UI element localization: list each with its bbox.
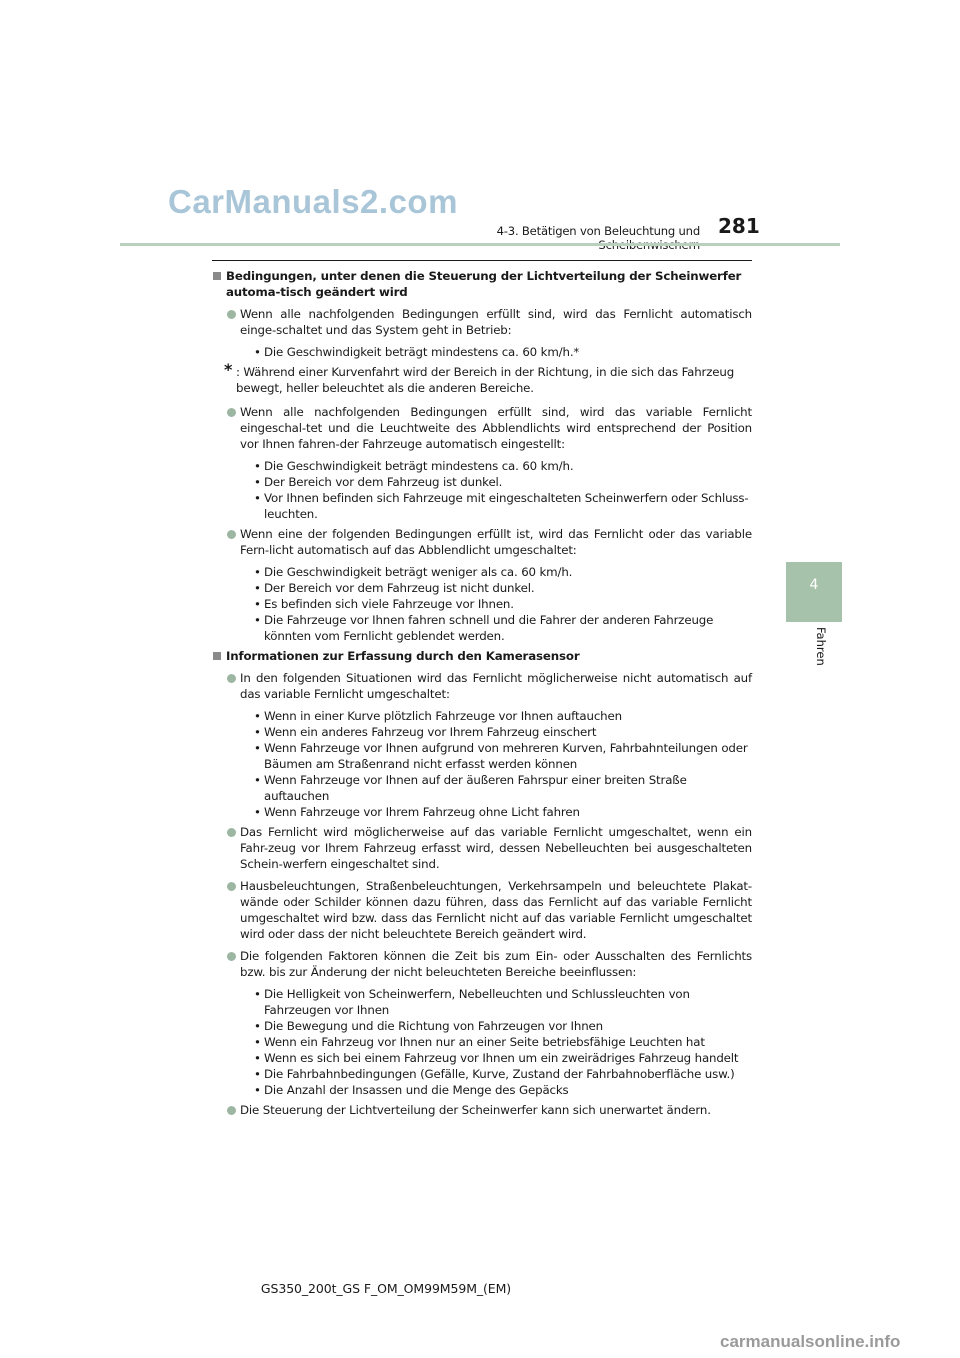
footnote-marker: * <box>224 360 233 379</box>
dot-bullet-icon: • <box>254 491 261 505</box>
sub-list-item <box>212 1018 752 1034</box>
sub-list <box>212 564 752 644</box>
sub-list-item <box>212 596 752 612</box>
dot-bullet-icon: • <box>254 597 261 611</box>
sub-list-item-text: Die Fahrzeuge vor Ihnen fahren schnell und die Fahrer der anderen Fahrzeuge könnten vom Fernlicht geblendet werden. <box>264 613 714 643</box>
round-bullet-icon <box>227 828 236 837</box>
sub-list-item <box>212 458 752 474</box>
dot-bullet-icon: • <box>254 613 261 627</box>
list-item <box>212 306 752 338</box>
sub-list-item <box>212 474 752 490</box>
section-header-title: 4-3. Betätigen von Beleuchtung und <box>496 224 700 238</box>
dot-bullet-icon: • <box>254 709 261 723</box>
list-item <box>212 404 752 452</box>
square-bullet-icon <box>213 652 221 660</box>
sub-list-item <box>212 804 752 820</box>
sub-list-item <box>212 708 752 724</box>
chapter-tab-label: Fahren <box>814 627 828 666</box>
header-divider <box>120 243 840 246</box>
sub-list <box>212 458 752 522</box>
sub-list <box>212 708 752 820</box>
dot-bullet-icon: • <box>254 581 261 595</box>
list-item-text: Wenn alle nachfolgenden Bedingungen erfüllt sind, wird das Fernlicht automatisch einge-schaltet und das System geht in Betrieb: <box>240 307 752 337</box>
watermark-bottom: carmanualsonline.info <box>720 1332 901 1351</box>
section-heading-text: Informationen zur Erfassung durch den Kamerasensor <box>226 649 580 663</box>
sub-list-item <box>212 580 752 596</box>
sub-list <box>212 986 752 1098</box>
sub-list-item-text: Die Geschwindigkeit beträgt weniger als ca. 60 km/h. <box>264 565 573 579</box>
sub-list-item-text: Es befinden sich viele Fahrzeuge vor Ihnen. <box>264 597 514 611</box>
square-bullet-icon <box>213 272 221 280</box>
document-id: GS350_200t_GS F_OM_OM99M59M_(EM) <box>260 1281 512 1296</box>
round-bullet-icon <box>227 310 236 319</box>
dot-bullet-icon: • <box>254 1083 261 1097</box>
list-item-text: Hausbeleuchtungen, Straßenbeleuchtungen, Verkehrsampeln und beleuchtete Plakat-wände oder Schilder können dazu führen, dass das Fernlicht auf das variable Fernlicht umgeschaltet wird bzw. dass das Fernlicht nicht auf das variable Fernlicht umgeschaltet wird oder dass der nicht beleuchtete Bereich geändert wird. <box>240 879 752 941</box>
list-item <box>212 824 752 872</box>
dot-bullet-icon: • <box>254 725 261 739</box>
sub-list-item-text: Die Geschwindigkeit beträgt mindestens ca. 60 km/h.* <box>264 345 580 359</box>
sub-list-item-text: Die Bewegung und die Richtung von Fahrzeugen vor Ihnen <box>264 1019 603 1033</box>
sub-list-item-text: Die Fahrbahnbedingungen (Gefälle, Kurve, Zustand der Fahrbahnoberfläche usw.) <box>264 1067 735 1081</box>
page-number: 281 <box>718 214 760 238</box>
round-bullet-icon <box>227 1106 236 1115</box>
sub-list-item-text: Wenn Fahrzeuge vor Ihnen auf der äußeren Fahrspur einer breiten Straße auftauchen <box>264 773 687 803</box>
sub-list-item-text: Wenn in einer Kurve plötzlich Fahrzeuge vor Ihnen auftauchen <box>264 709 622 723</box>
dot-bullet-icon: • <box>254 1035 261 1049</box>
sub-list-item-text: Die Geschwindigkeit beträgt mindestens ca. 60 km/h. <box>264 459 574 473</box>
round-bullet-icon <box>227 530 236 539</box>
sub-list-item-text: Wenn Fahrzeuge vor Ihnen aufgrund von mehreren Kurven, Fahrbahnteilungen oder Bäumen am Straßenrand nicht erfasst werden können <box>264 741 748 771</box>
section-heading <box>212 268 752 300</box>
sub-list-item-text: Wenn es sich bei einem Fahrzeug vor Ihnen um ein zweirädriges Fahrzeug handelt <box>264 1051 739 1065</box>
sub-list-item <box>212 1050 752 1066</box>
section-heading-text: Bedingungen, unter denen die Steuerung der Lichtverteilung der Scheinwerfer automa-tisch geändert wird <box>226 269 742 299</box>
sub-list-item <box>212 612 752 644</box>
dot-bullet-icon: • <box>254 1019 261 1033</box>
dot-bullet-icon: • <box>254 475 261 489</box>
round-bullet-icon <box>227 882 236 891</box>
sub-list-item <box>212 772 752 804</box>
sub-list-item-text: Wenn ein anderes Fahrzeug vor Ihrem Fahrzeug einschert <box>264 725 597 739</box>
list-item-text: Die folgenden Faktoren können die Zeit bis zum Ein- oder Ausschalten des Fernlichts bzw. bis zur Änderung der nicht beleuchteten Bereiche beeinflussen: <box>240 949 752 979</box>
chapter-tab-number: 4 <box>809 577 819 593</box>
dot-bullet-icon: • <box>254 1051 261 1065</box>
content-top-rule <box>212 260 752 261</box>
sub-list-item <box>212 1034 752 1050</box>
sub-list-item <box>212 1082 752 1098</box>
sub-list-item <box>212 490 752 522</box>
section-heading <box>212 648 752 664</box>
watermark-logo-top: CarManuals2.com <box>168 183 458 220</box>
sub-list-item-text: Der Bereich vor dem Fahrzeug ist dunkel. <box>264 475 503 489</box>
page-content <box>212 268 752 1124</box>
footnote <box>212 360 752 396</box>
sub-list <box>212 344 752 360</box>
list-item <box>212 526 752 558</box>
sub-list-item <box>212 740 752 772</box>
round-bullet-icon <box>227 952 236 961</box>
sub-list-item-text: Der Bereich vor dem Fahrzeug ist nicht dunkel. <box>264 581 535 595</box>
dot-bullet-icon: • <box>254 345 261 359</box>
sub-list-item <box>212 986 752 1018</box>
dot-bullet-icon: • <box>254 773 261 787</box>
dot-bullet-icon: • <box>254 987 261 1001</box>
sub-list-item-text: Vor Ihnen befinden sich Fahrzeuge mit eingeschalteten Scheinwerfern oder Schluss-leuchten. <box>264 491 749 521</box>
sub-list-item <box>212 344 752 360</box>
dot-bullet-icon: • <box>254 459 261 473</box>
list-item-text: Wenn eine der folgenden Bedingungen erfüllt ist, wird das Fernlicht oder das variable Fern-licht automatisch auf das Abblendlicht umgeschaltet: <box>240 527 752 557</box>
list-item-text: Wenn alle nachfolgenden Bedingungen erfüllt sind, wird das variable Fernlicht eingeschal-tet und die Leuchtweite des Abblendlichts wird entsprechend der Position vor Ihnen fahren-der Fahrzeuge automatisch eingestellt: <box>240 405 752 451</box>
list-item <box>212 948 752 980</box>
dot-bullet-icon: • <box>254 1067 261 1081</box>
sub-list-item-text: Wenn Fahrzeuge vor Ihrem Fahrzeug ohne Licht fahren <box>264 805 580 819</box>
list-item <box>212 878 752 942</box>
sub-list-item-text: Die Helligkeit von Scheinwerfern, Nebelleuchten und Schlussleuchten von Fahrzeugen vor Ihnen <box>264 987 690 1017</box>
dot-bullet-icon: • <box>254 565 261 579</box>
round-bullet-icon <box>227 408 236 417</box>
footnote-text: : Während einer Kurvenfahrt wird der Bereich in der Richtung, in die sich das Fahrzeug bewegt, heller beleuchtet als die anderen Bereiche. <box>236 365 735 395</box>
dot-bullet-icon: • <box>254 741 261 755</box>
sub-list-item <box>212 1066 752 1082</box>
list-item <box>212 670 752 702</box>
sub-list-item-text: Wenn ein Fahrzeug vor Ihnen nur an einer Seite betriebsfähige Leuchten hat <box>264 1035 705 1049</box>
sub-list-item <box>212 564 752 580</box>
list-item-text: Die Steuerung der Lichtverteilung der Scheinwerfer kann sich unerwartet ändern. <box>240 1103 711 1117</box>
sub-list-item-text: Die Anzahl der Insassen und die Menge des Gepäcks <box>264 1083 569 1097</box>
dot-bullet-icon: • <box>254 805 261 819</box>
list-item <box>212 1102 752 1118</box>
round-bullet-icon <box>227 674 236 683</box>
list-item-text: Das Fernlicht wird möglicherweise auf das variable Fernlicht umgeschaltet, wenn ein Fahr-zeug vor Ihrem Fahrzeug erfasst wird, dessen Nebelleuchten bei ausgeschalteten Schein-werfern eingeschaltet sind. <box>240 825 752 871</box>
list-item-text: In den folgenden Situationen wird das Fernlicht möglicherweise nicht automatisch auf das variable Fernlicht umgeschaltet: <box>240 671 752 701</box>
sub-list-item <box>212 724 752 740</box>
